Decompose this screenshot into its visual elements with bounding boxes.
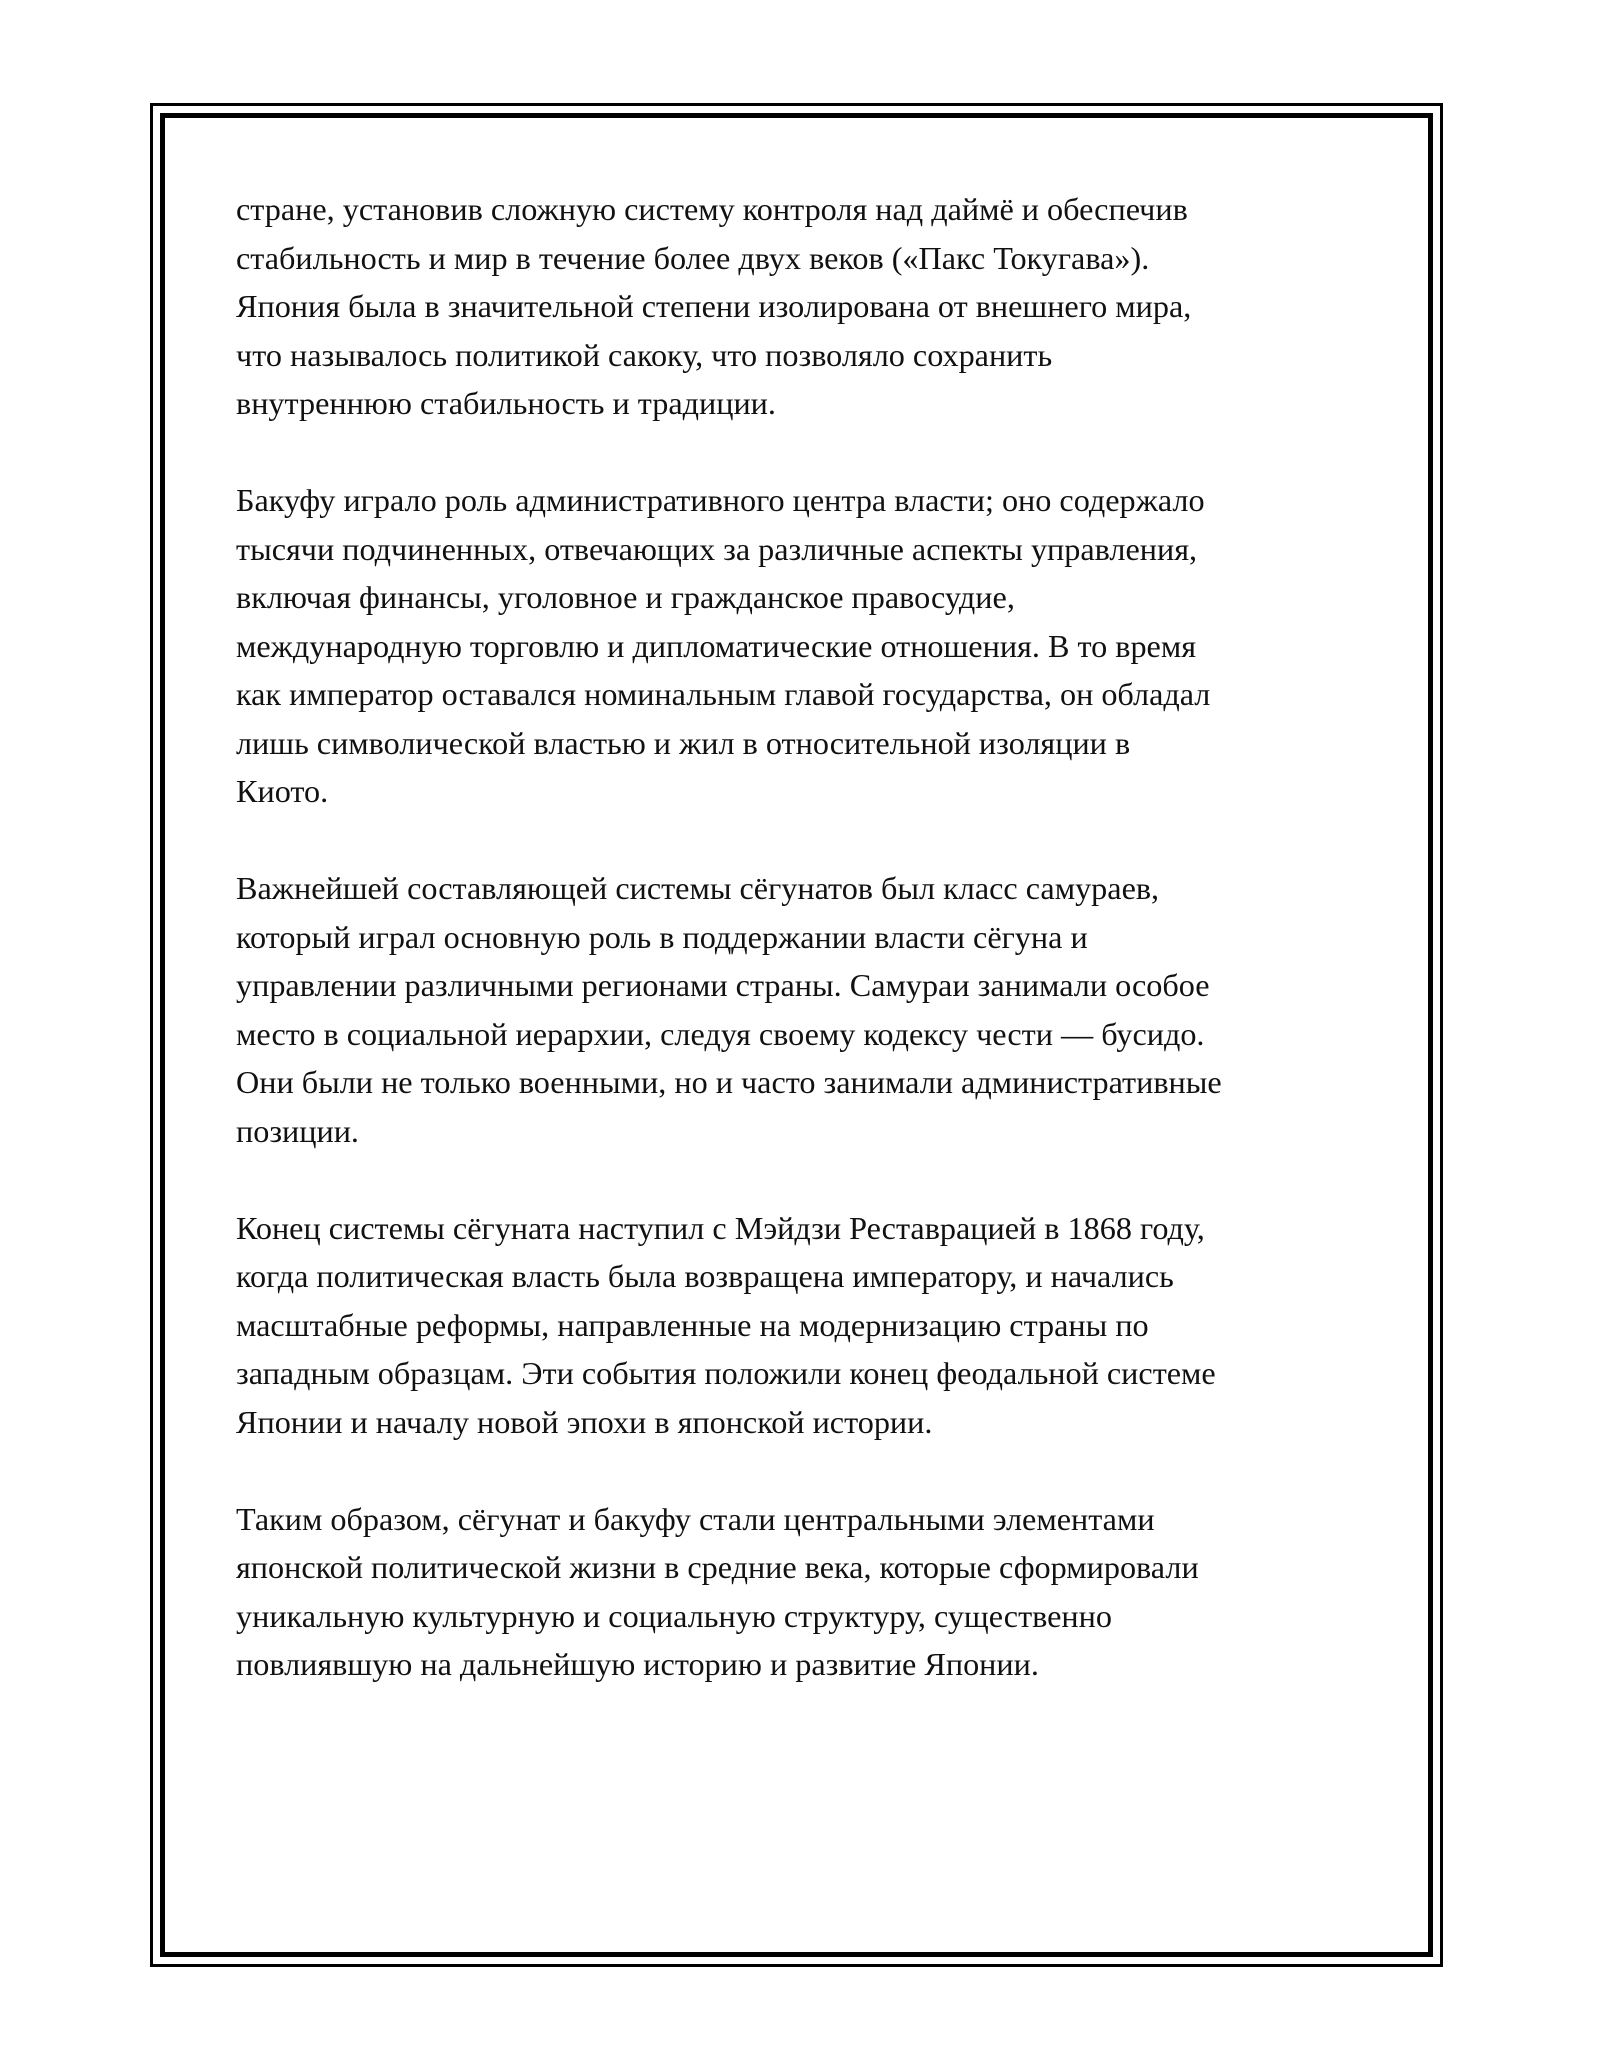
paragraph-samurai-class: Важнейшей составляющей системы сёгунатов был класс самураев, который играл основную роль в поддержании власти сёгуна и управлении различными регионами страны. Самураи занимали особое место в социальной иерархии, следуя своему кодексу чести — бусидо. Они были не только военными, но и часто занимали административные позиции. bbox=[236, 870, 1222, 1149]
paragraph-tokugawa-stability: стране, установив сложную систему контроля над даймё и обеспечив стабильность и мир в течение более двух веков («Пакс Токугава»). Япония была в значительной степени изолирована от внешнего мира, что называлось политикой сакоку, что позволяло сохранить внутреннюю стабильность и традиции. bbox=[236, 191, 1192, 421]
paragraph-bakufu-administration: Бакуфу играло роль административного центра власти; оно содержало тысячи подчиненных, отвечающих за различные аспекты управления, включая финансы, уголовное и гражданское правосудие, международную торговлю и дипломатические отношения. В то время как император оставался номинальным главой государства, он обладал лишь символической властью и жил в относительной изоляции в Киото. bbox=[236, 482, 1211, 809]
paragraph-conclusion: Таким образом, сёгунат и бакуфу стали центральными элементами японской политической жизни в средние века, которые сформировали уникальную культурную и социальную структуру, существенно повлиявшую на дальнейшую историю и развитие Японии. bbox=[236, 1500, 1199, 1682]
document-body bbox=[236, 185, 1386, 1737]
paragraph-meiji-restoration: Конец системы сёгуната наступил с Мэйдзи Реставрацией в 1868 году, когда политическая власть была возвращена императору, и начались масштабные реформы, направленные на модернизацию страны по западным образцам. Эти события положили конец феодальной системе Японии и началу новой эпохи в японской истории. bbox=[236, 1209, 1216, 1440]
